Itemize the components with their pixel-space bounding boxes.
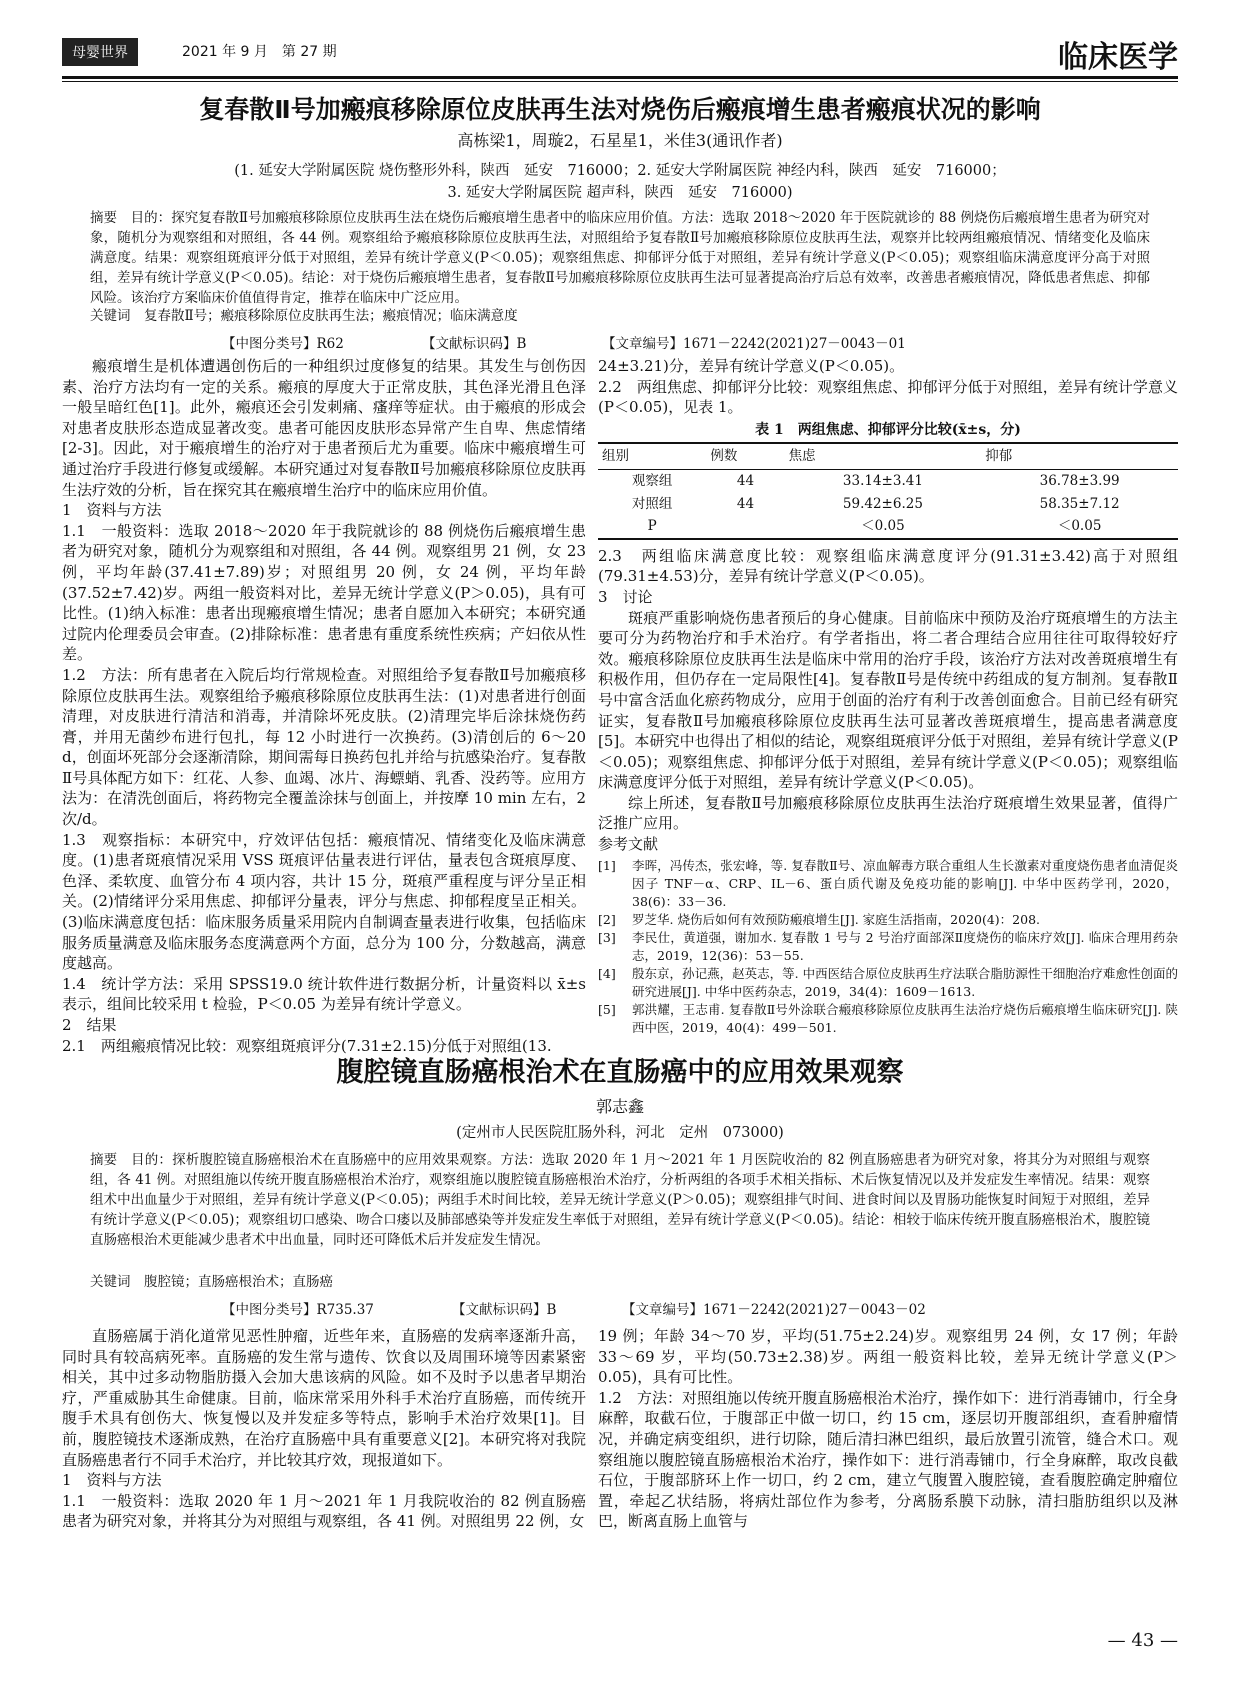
article2-title: 腹腔镜直肠癌根治术在直肠癌中的应用效果观察 bbox=[336, 1057, 904, 1088]
reference-text: 罗芝华. 烧伤后如何有效预防瘢痕增生[J]. 家庭生活指南，2020(4)：208. bbox=[632, 911, 1041, 927]
paragraph: 瘢痕增生是机体遭遇创伤后的一种组织过度修复的结果。其发生与创伤因素、治疗方法均有一定的关系。瘢痕的厚度大于正常皮肤，其色泽光滑且色泽一般呈暗红色[1]。此外，瘢痕还会引发刺痛、瘙痒等症状。由于瘢痕的形成会对患者皮肤形态造成显著改变。患者可能因皮肤形态异常产生自卑、焦虑情绪[2-3]。因此，对于瘢痕增生的治疗对于患者预后尤为重要。临床中瘢痕增生可通过治疗手段进行修复或缓解。本研究通过对复春散Ⅱ号加瘢痕移除原位皮肤再生法疗效的分析，旨在探究其在瘢痕增生治疗中的临床应用价值。 bbox=[62, 357, 586, 499]
table-header: 组别 bbox=[598, 443, 706, 469]
article1-left-column bbox=[62, 356, 586, 1055]
article-number: 【文章编号】1671－2242(2021)27－0043－02 bbox=[622, 1302, 926, 1318]
paragraph: 1.2 方法：所有患者在入院后均行常规检查。对照组给予复春散Ⅱ号加瘢痕移除原位皮肤再生法。观察组给予瘢痕移除原位皮肤再生法：(1)对患者进行创面清理，对皮肤进行清洁和消毒，并清除坏死皮肤。(2)清理完毕后涂抹烧伤药膏，并用无菌纱布进行包扎，每 12 小时进行一次换药。(3)清创后的 6～20 d，创面坏死部分会逐渐清除，期间需每日换药包扎并给与抗感染治疗。复春散Ⅱ号具体配方如下：红花、人参、血竭、冰片、海螵蛸、乳香、没药等。应用方法为：在清洗创面后，将药物完全覆盖涂抹与创面上，并按摩 10 min 左右，2 次/d。 bbox=[62, 665, 586, 829]
article2-affiliation: (定州市人民医院肛肠外科，河北 定州 073000) bbox=[456, 1125, 784, 1141]
table-cell: 58.35±7.12 bbox=[1039, 495, 1120, 512]
reference-number: [5] bbox=[598, 1001, 616, 1017]
journal-name: 母婴世界 bbox=[62, 38, 138, 66]
paragraph: 直肠癌属于消化道常见恶性肿瘤，近些年来，直肠癌的发病率逐渐升高，同时具有较高病死率。直肠癌的发生常与遗传、饮食以及周围环境等因素紧密相关，其中过多动物脂肪摄入会加大患该病的风险。如不及时予以患者早期治疗，严重威胁其生命健康。目前，临床常采用外科手术治疗直肠癌，而传统开腹手术具有创伤大、恢复慢以及并发症多等特点，影响手术治疗效果[1]。目前，腹腔镜技术逐渐成熟，在治疗直肠癌中具有重要意义[2]。本研究将对我院直肠癌患者行不同手术治疗，并比较其疗效，现报道如下。 bbox=[62, 1327, 586, 1469]
reference-item bbox=[598, 1001, 1178, 1037]
table-row bbox=[598, 493, 1178, 516]
table-row bbox=[598, 469, 1178, 492]
article2-abstract: 摘要 目的：探析腹腔镜直肠癌根治术在直肠癌中的应用效果观察。方法：选取 2020 年 1 月～2021 年 1 月医院收治的 82 例直肠癌患者为研究对象，将其分为对照组与观察组，各 41 例。对照组施以传统开腹直肠癌根治术治疗，观察组施以腹腔镜直肠癌根治术治疗，分析两组的各项手术相关指标、术后恢复情况以及并发症发生率情况。结果：观察组术中出血量少于对照组，差异有统计学意义(P＜0.05)；两组手术时间比较，差异无统计学意义(P＞0.05)；观察组排气时间、进食时间以及胃肠功能恢复时间短于对照组，差异有统计学意义(P＜0.05)；观察组切口感染、吻合口瘘以及肺部感染等并发症发生率低于对照组，差异有统计学意义(P＜0.05)。结论：相较于临床传统开腹直肠癌根治术，腹腔镜直肠癌根治术更能减少患者术中出血量，同时还可降低术后并发症发生情况。 bbox=[90, 1152, 1150, 1248]
paragraph: 1.1 一般资料：选取 2018～2020 年于我院就诊的 88 例烧伤后瘢痕增生患者为研究对象，随机分为观察组和对照组，各 44 例。观察组男 21 例，女 23 例，平均年龄(37.41±7.89)岁；对照组男 20 例，女 24 例，平均年龄(37.52±7.42)岁。两组一般资料对比，差异无统计学意义(P＞0.05)，具有可比性。(1)纳入标准：患者出现瘢痕增生情况；患者自愿加入本研究；本研究通过院内伦理委员会审查。(2)排除标准：患者患有重度系统性疾病；产妇依从性差。 bbox=[62, 521, 586, 664]
article2-right-column bbox=[598, 1326, 1178, 1618]
paragraph: 斑痕严重影响烧伤患者预后的身心健康。目前临床中预防及治疗斑痕增生的方法主要可分为药物治疗和手术治疗。有学者指出，将二者合理结合应用往往可取得较好疗效。瘢痕移除原位皮肤再生法是临床中常用的治疗手段，该治疗方法对改善斑痕增生有积极作用，但仍存在一定局限性[4]。复春散Ⅱ号是传统中药组成的复方制剂。复春散Ⅱ号中富含活血化瘀药物成分，应用于创面的治疗有利于改善创面愈合。目前已经有研究证实，复春散Ⅱ号加瘢痕移除原位皮肤再生法可显著改善斑痕增生，提高患者满意度[5]。本研究中也得出了相似的结论，观察组斑痕评分低于对照组，差异有统计学意义(P＜0.05)；观察组焦虑、抑郁评分低于对照组，差异有统计学意义(P＜0.05)；观察组临床满意度评分低于对照组，差异有统计学意义(P＜0.05)。 bbox=[598, 608, 1178, 792]
paragraph: 2.2 两组焦虑、抑郁评分比较：观察组焦虑、抑郁评分低于对照组，差异有统计学意义(P＜0.05)，见表 1。 bbox=[598, 377, 1178, 417]
table-cell: 观察组 bbox=[631, 472, 673, 489]
article1-right-top bbox=[598, 356, 1178, 418]
paragraph: 1.3 观察指标：本研究中，疗效评估包括：瘢痕情况、情绪变化及临床满意度。(1)患者斑痕情况采用 VSS 斑痕评估量表进行评估，量表包含斑痕厚度、色泽、柔软度、血管分布 4 项内容，共计 15 分，斑痕严重程度与评分呈正相关。(2)情绪评分采用焦虑、抑郁评分量表，评分与焦虑、抑郁程度呈正相关。(3)临床满意度包括：临床服务质量采用院内自制调查量表进行收集，包括临床服务质量满意及临床服务态度满意两个方面，总分为 100 分，分数越高，满意度越高。 bbox=[62, 830, 586, 973]
section-heading: 1 资料与方法 bbox=[62, 501, 162, 520]
article1-affiliation-line1: (1. 延安大学附属医院 烧伤整形外科，陕西 延安 716000；2. 延安大学附属医院 神经内科，陕西 延安 716000； bbox=[234, 163, 1006, 179]
section-heading: 3 讨论 bbox=[598, 587, 653, 606]
paragraph: 19 例；年龄 34～70 岁，平均(51.75±2.24)岁。观察组男 24 例，女 17 例；年龄 33～69 岁，平均(50.73±2.38)岁。两组一般资料比较，差异无统计学意义(P＞0.05)，具有可比性。 bbox=[598, 1327, 1178, 1387]
article1-affiliation-line2: 3. 延安大学附属医院 超声科，陕西 延安 716000) bbox=[447, 185, 793, 201]
paragraph: 2.1 两组瘢痕情况比较：观察组斑痕评分(7.31±2.15)分低于对照组(13. bbox=[62, 1036, 552, 1055]
table-cell: P bbox=[598, 515, 706, 539]
section-heading: 2 结果 bbox=[62, 1016, 117, 1034]
table-cell: 36.78±3.99 bbox=[1039, 472, 1120, 489]
page-number: — 43 — bbox=[1107, 1630, 1178, 1651]
doc-code: 【文献标识码】B bbox=[452, 1302, 557, 1318]
header-rule-thin bbox=[62, 81, 1178, 82]
paragraph: 1.2 方法：对照组施以传统开腹直肠癌根治术治疗，操作如下：进行消毒铺巾，行全身麻醉，取截石位，于腹部正中做一切口，约 15 cm，逐层切开腹部组织，查看肿瘤情况，并确定病变组织，进行切除，随后清扫淋巴组织，最后放置引流管，缝合术口。观察组施以腹腔镜直肠癌根治术治疗，操作如下：进行消毒铺巾，行全身麻醉，取改良截石位，于腹部脐环上作一切口，约 2 cm，建立气腹置入腹腔镜，查看腹腔确定肿瘤位置，牵起乙状结肠，将病灶部位作为参考，分离肠系膜下动脉，清扫脂肪组织以及淋巴，断离直肠上血管与 bbox=[598, 1388, 1178, 1531]
table-header: 抑郁 bbox=[981, 443, 1178, 469]
paragraph: 24±3.21)分，差异有统计学意义(P＜0.05)。 bbox=[598, 357, 905, 375]
article2-keywords: 关键词 腹腔镜；直肠癌根治术；直肠癌 bbox=[90, 1274, 333, 1290]
reference-item bbox=[598, 911, 1178, 929]
table-cell: ＜0.05 bbox=[785, 515, 982, 539]
article-number: 【文章编号】1671－2242(2021)27－0043－01 bbox=[602, 336, 906, 352]
table-1-caption: 表 1 两组焦虑、抑郁评分比较(x̄±s，分) bbox=[755, 421, 1021, 438]
table-cell: 33.14±3.41 bbox=[842, 472, 923, 489]
reference-item bbox=[598, 929, 1178, 965]
clc-number: 【中图分类号】R735.37 bbox=[222, 1302, 374, 1318]
article1-right-column bbox=[598, 356, 1178, 1042]
reference-text: 郭洪耀，王志甫. 复春散Ⅱ号外涂联合瘢痕移除原位皮肤再生法治疗烧伤后瘢痕增生临床研究[J]. 陕西中医，2019，40(4)：499－501. bbox=[632, 1001, 1178, 1035]
reference-number: [1] bbox=[598, 857, 616, 873]
table-cell: 对照组 bbox=[631, 495, 673, 512]
article1-title: 复春散Ⅱ号加瘢痕移除原位皮肤再生法对烧伤后瘢痕增生患者瘢痕状况的影响 bbox=[199, 95, 1041, 124]
table-header: 焦虑 bbox=[785, 443, 982, 469]
article2-left-column bbox=[62, 1326, 586, 1618]
reference-number: [3] bbox=[598, 929, 616, 945]
reference-list bbox=[598, 857, 1178, 1037]
article1-authors: 高栋梁1，周璇2，石星星1，米佳3(通讯作者) bbox=[457, 131, 783, 150]
reference-text: 李晖，冯传杰，张宏峰，等. 复春散Ⅱ号、凉血解毒方联合重组人生长激素对重度烧伤患者血清促炎因子 TNF－α、CRP、IL－6、蛋白质代谢及免疫功能的影响[J]. 中华中医药学刊，2020，38(6)：33－36. bbox=[632, 857, 1178, 909]
table-header: 例数 bbox=[706, 443, 784, 469]
section-heading: 参考文献 bbox=[598, 835, 659, 854]
table-cell bbox=[706, 515, 784, 539]
reference-number: [2] bbox=[598, 911, 616, 927]
paragraph: 2.3 两组临床满意度比较：观察组临床满意度评分(91.31±3.42)高于对照组(79.31±4.53)分，差异有统计学意义(P＜0.05)。 bbox=[598, 546, 1178, 586]
table-row bbox=[598, 515, 1178, 539]
table-cell: ＜0.05 bbox=[981, 515, 1178, 539]
table-cell: 44 bbox=[736, 495, 755, 512]
reference-item bbox=[598, 857, 1178, 911]
article1-right-bottom bbox=[598, 546, 1178, 855]
paragraph: 综上所述，复春散Ⅱ号加瘢痕移除原位皮肤再生法治疗斑痕增生效果显著，值得广泛推广应用。 bbox=[598, 793, 1178, 833]
reference-text: 殷东京，孙记燕，赵英志，等. 中西医结合原位皮肤再生疗法联合脂肪源性干细胞治疗难愈性创面的研究进展[J]. 中华中医药杂志，2019，34(4)：1609－1613. bbox=[632, 965, 1178, 999]
article2-author: 郭志鑫 bbox=[595, 1097, 644, 1116]
table-1 bbox=[598, 420, 1178, 540]
section-heading: 1 资料与方法 bbox=[62, 1471, 162, 1490]
section-name: 临床医学 bbox=[1058, 40, 1178, 75]
header-bar bbox=[62, 32, 1178, 75]
doc-code: 【文献标识码】B bbox=[422, 336, 527, 352]
header-rule bbox=[62, 76, 1178, 79]
table-cell: 44 bbox=[736, 472, 755, 489]
issue-info: 2021 年 9 月 第 27 期 bbox=[182, 44, 337, 60]
table-cell: 59.42±6.25 bbox=[842, 495, 923, 512]
article1-keywords: 关键词 复春散Ⅱ号；瘢痕移除原位皮肤再生法；瘢痕情况；临床满意度 bbox=[90, 308, 518, 324]
clc-number: 【中图分类号】R62 bbox=[222, 336, 344, 352]
reference-number: [4] bbox=[598, 965, 616, 981]
reference-text: 李民仕，黄道强，谢加水. 复春散 1 号与 2 号治疗面部深Ⅱ度烧伤的临床疗效[J]. 临床合理用药杂志，2019，12(36)：53－55. bbox=[632, 929, 1178, 963]
article1-abstract: 摘要 目的：探究复春散Ⅱ号加瘢痕移除原位皮肤再生法在烧伤后瘢痕增生患者中的临床应用价值。方法：选取 2018～2020 年于医院就诊的 88 例烧伤后瘢痕增生患者为研究对象，随机分为观察组和对照组，各 44 例。观察组给予瘢痕移除原位皮肤再生法，对照组给予复春散Ⅱ号加瘢痕移除原位皮肤再生法，观察并比较两组瘢痕情况、情绪变化及临床满意度。结果：观察组斑痕评分低于对照组，差异有统计学意义(P＜0.05)；观察组焦虑、抑郁评分低于对照组，差异有统计学意义(P＜0.05)；观察组临床满意度评分高于对照组，差异有统计学意义(P＜0.05)。结论：对于烧伤后瘢痕增生患者，复春散Ⅱ号加瘢痕移除原位皮肤再生法可显著提高治疗后总有效率，改善患者瘢痕情况，降低患者焦虑、抑郁风险。该治疗方案临床价值值得肯定，推荐在临床中广泛应用。 bbox=[90, 210, 1150, 306]
paragraph: 1.1 一般资料：选取 2020 年 1 月～2021 年 1 月我院收治的 82 例直肠癌患者为研究对象，并将其分为对照组与观察组，各 41 例。对照组男 22 例，女 bbox=[62, 1491, 586, 1531]
reference-item bbox=[598, 965, 1178, 1001]
paragraph: 1.4 统计学方法：采用 SPSS19.0 统计软件进行数据分析，计量资料以 x̄±s 表示，组间比较采用 t 检验，P＜0.05 为差异有统计学意义。 bbox=[62, 974, 586, 1014]
